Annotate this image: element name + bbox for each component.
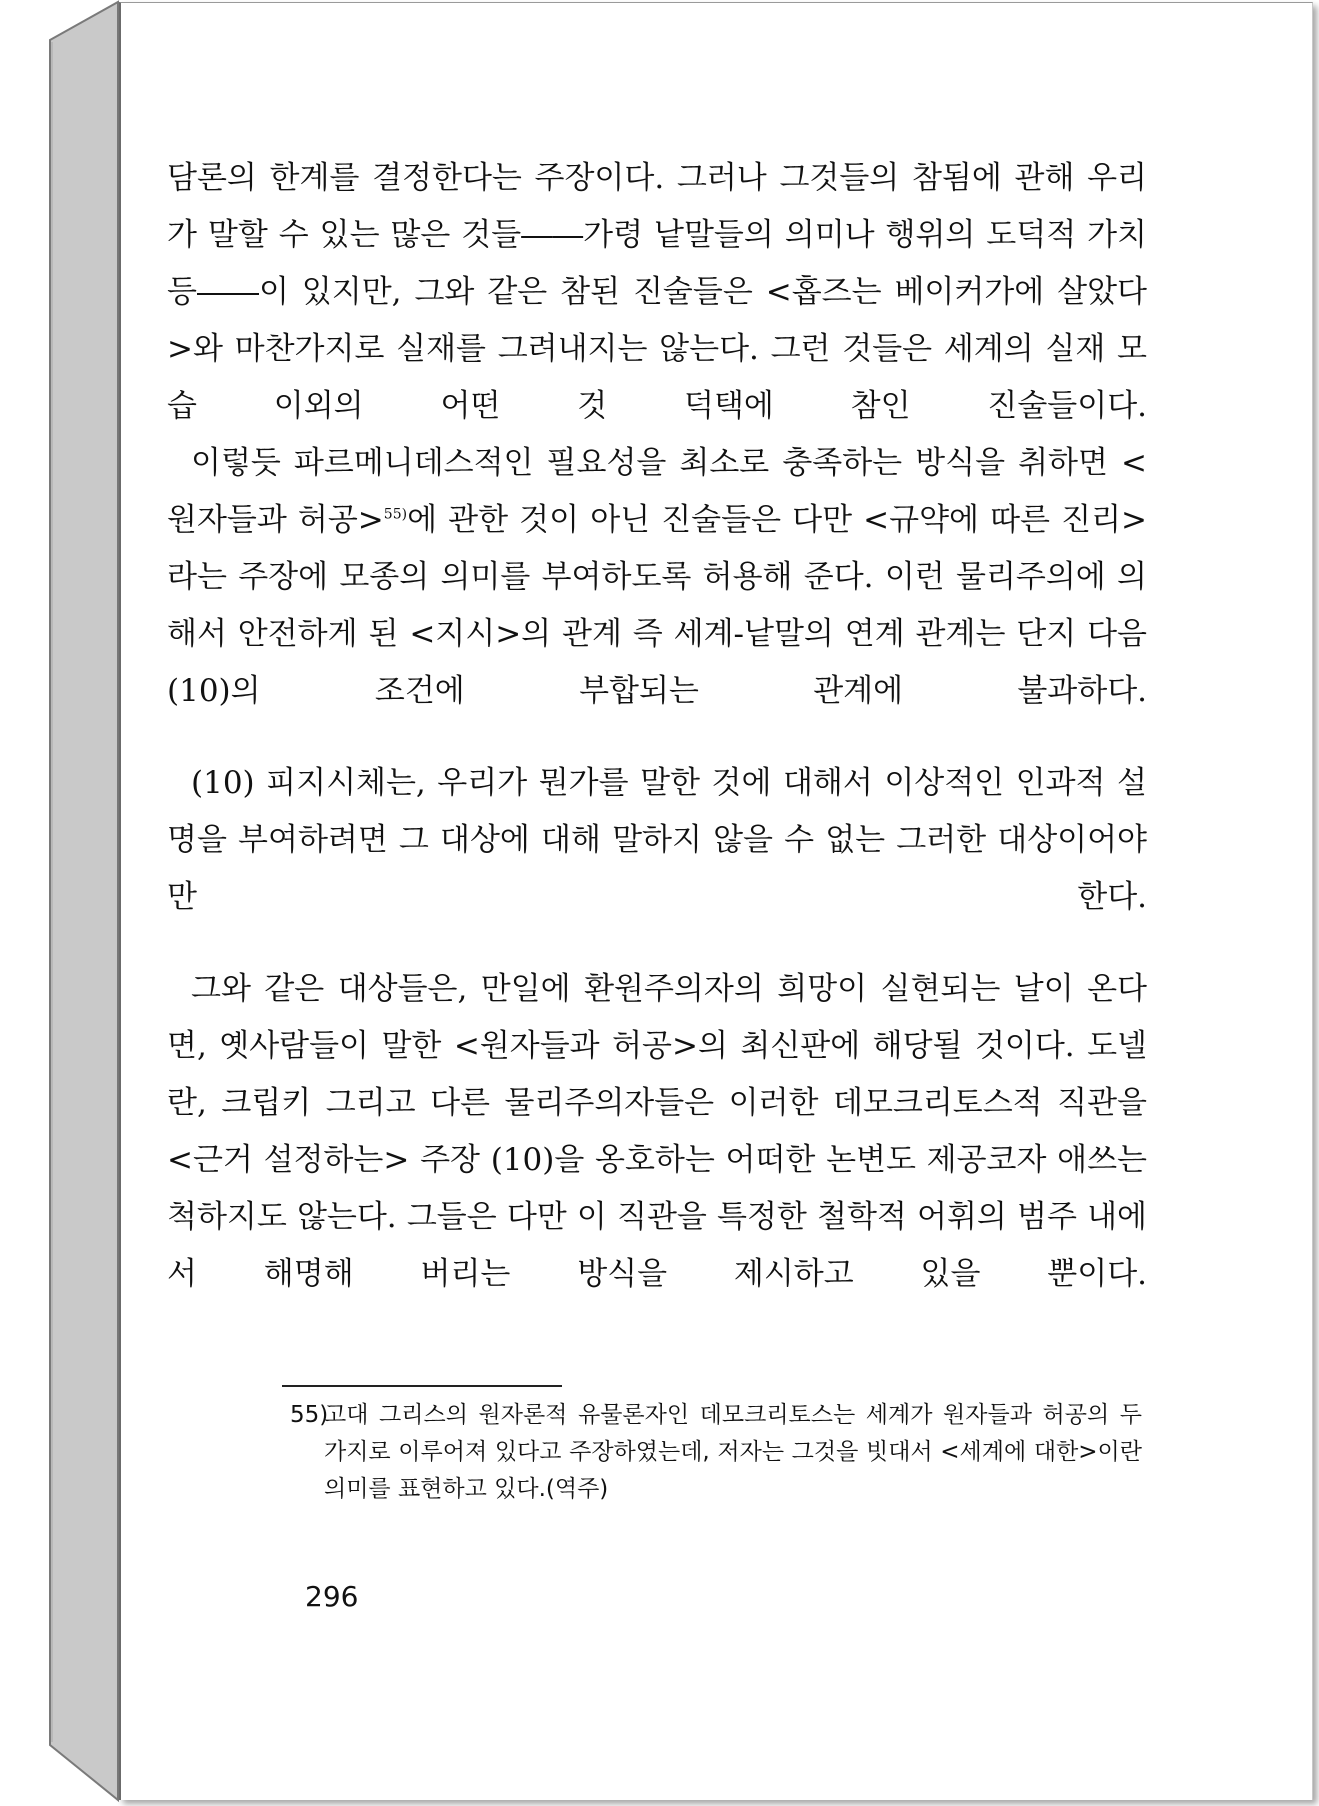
footnote-text: 고대 그리스의 원자론적 유물론자인 데모크리토스는 세계가 원자들과 허공의 두 가지로 이루어져 있다고 주장하였는데, 저자는 그것을 빗대서 <세계에 대한>이란 의미를 표현하고 있다.(역주) [324,1402,1142,1502]
book-page-edges [0,0,125,1806]
spacer [167,720,1147,755]
footnote [290,1397,1142,1508]
paragraph-2 [167,435,1147,720]
footnote-divider [282,1385,562,1387]
page-number: 296 [305,1580,359,1613]
paragraph-2-start: 이렇듯 파르메니데스적인 필요성을 최소로 충족하는 방식을 취하면 <원자들과 허공> [167,445,1147,538]
paragraph-1: 담론의 한계를 결정한다는 주장이다. 그러나 그것들의 참됨에 관해 우리가 말할 수 있는 많은 것들――가령 낱말들의 의미나 행위의 도덕적 가치 등――이 있지만, 그와 같은 참된 진술들은 <홉즈는 베이커가에 살았다>와 마찬가지로 실재를 그려내지는 않는다. 그런 것들은 세계의 실재 모습 이외의 어떤 것 덕택에 참인 진술들이다. [167,160,1147,424]
paragraph-3: 그와 같은 대상들은, 만일에 환원주의자의 희망이 실현되는 날이 온다면, 옛사람들이 말한 <원자들과 허공>의 최신판에 해당될 것이다. 도넬란, 크립키 그리고 다른 물리주의자들은 이러한 데모크리토스적 직관을 <근거 설정하는> 주장 (10)을 옹호하는 어떠한 논변도 제공코자 애쓰는 척하지도 않는다. 그들은 다만 이 직관을 특정한 철학적 어휘의 범주 내에서 해명해 버리는 방식을 제시하고 있을 뿐이다. [167,971,1147,1292]
quotation-10: (10) 피지시체는, 우리가 뭔가를 말한 것에 대해서 이상적인 인과적 설명을 부여하려면 그 대상에 대해 말하지 않을 수 없는 그러한 대상이어야만 한다. [167,765,1147,915]
paragraph-2-end: 에 관한 것이 아닌 진술들은 다만 <규약에 따른 진리>라는 주장에 모종의 의미를 부여하도록 허용해 준다. 이런 물리주의에 의해서 안전하게 된 <지시>의 관계 즉 세계-낱말의 연계 관계는 단지 다음 (10)의 조건에 부합되는 관계에 불과하다. [167,502,1147,709]
main-text [167,150,1147,1303]
footnote-label: 55) [290,1402,329,1428]
spacer [167,926,1147,961]
footnote-reference: 55) [383,506,408,523]
